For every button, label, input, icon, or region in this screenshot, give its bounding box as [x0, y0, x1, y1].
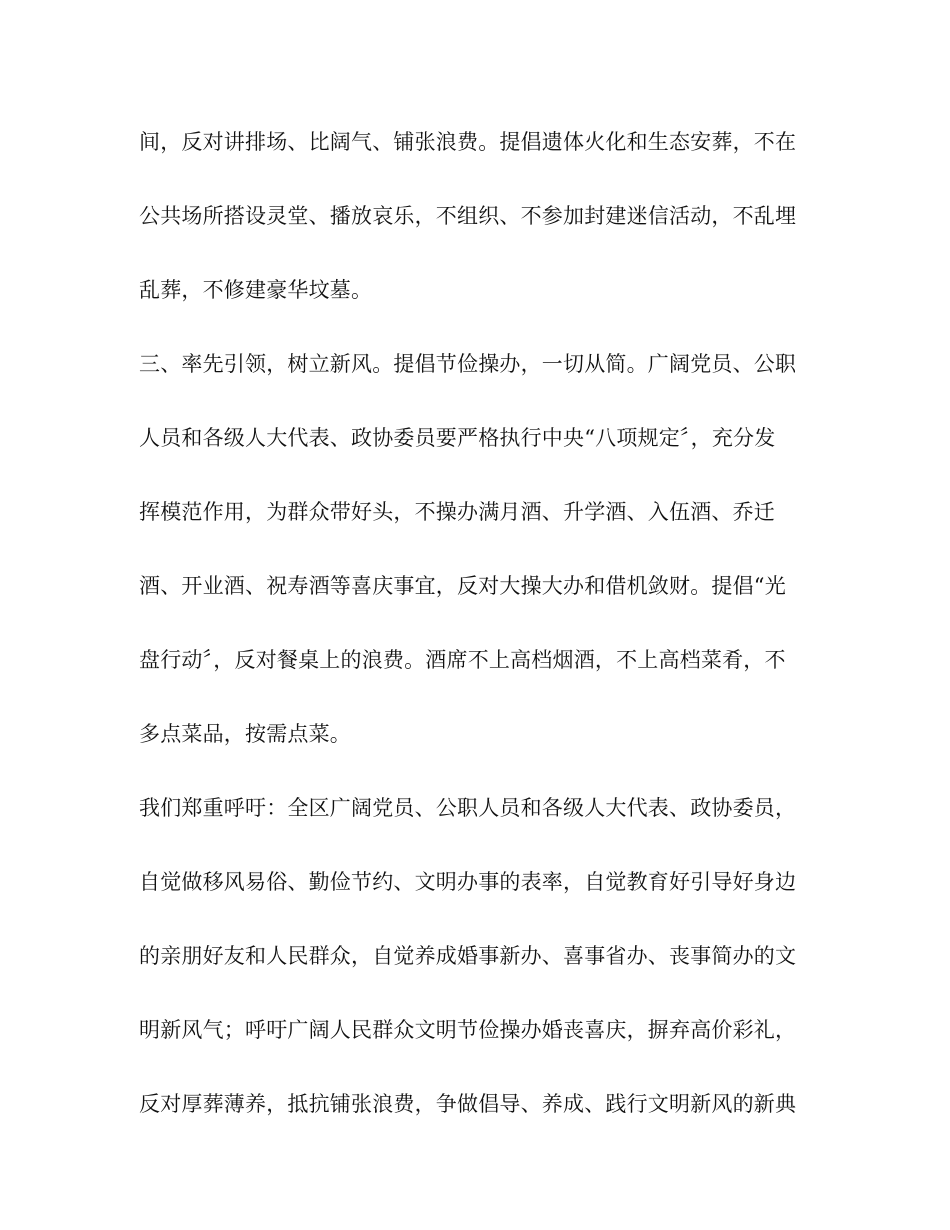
text-line: 公共场所搭设灵堂、播放哀乐，不组织、不参加封建迷信活动，不乱埋 — [139, 204, 797, 228]
text-line: 盘行动〞，反对餐桌上的浪费。酒席不上高档烟酒，不上高档菜肴，不 — [139, 648, 786, 672]
text-line: 明新风气；呼吁广阔人民群众文明节俭操办婚丧喜庆，摒弃高价彩礼， — [139, 1018, 797, 1042]
text-line: 反对厚葬薄养，抵抗铺张浪费，争做倡导、养成、践行文明新风的新典 — [139, 1092, 797, 1116]
text-line: 酒、开业酒、祝寿酒等喜庆事宜，反对大操大办和借机敛财。提倡“光 — [139, 574, 786, 598]
text-line: 自觉做移风易俗、勤俭节约、文明办事的表率，自觉教育好引导好身边 — [139, 870, 797, 894]
text-line: 人员和各级人大代表、政协委员要严格执行中央“八项规定〞，充分发 — [139, 426, 776, 450]
text-line: 挥模范作用，为群众带好头，不操办满月酒、升学酒、入伍酒、乔迁 — [139, 500, 775, 524]
section-heading-line: 三、率先引领，树立新风。提倡节俭操办，一切从简。广阔党员、公职 — [139, 352, 797, 376]
text-line: 的亲朋好友和人民群众，自觉养成婚事新办、喜事省办、丧事简办的文 — [139, 944, 797, 968]
text-line: 间，反对讲排场、比阔气、铺张浪费。提倡遗体火化和生态安葬，不在 — [139, 130, 797, 154]
text-line: 多点菜品，按需点菜。 — [139, 722, 351, 746]
appeal-paragraph-line: 我们郑重呼吁：全区广阔党员、公职人员和各级人大代表、政协委员， — [139, 796, 797, 820]
text-line: 乱葬，不修建豪华坟墓。 — [139, 278, 373, 302]
